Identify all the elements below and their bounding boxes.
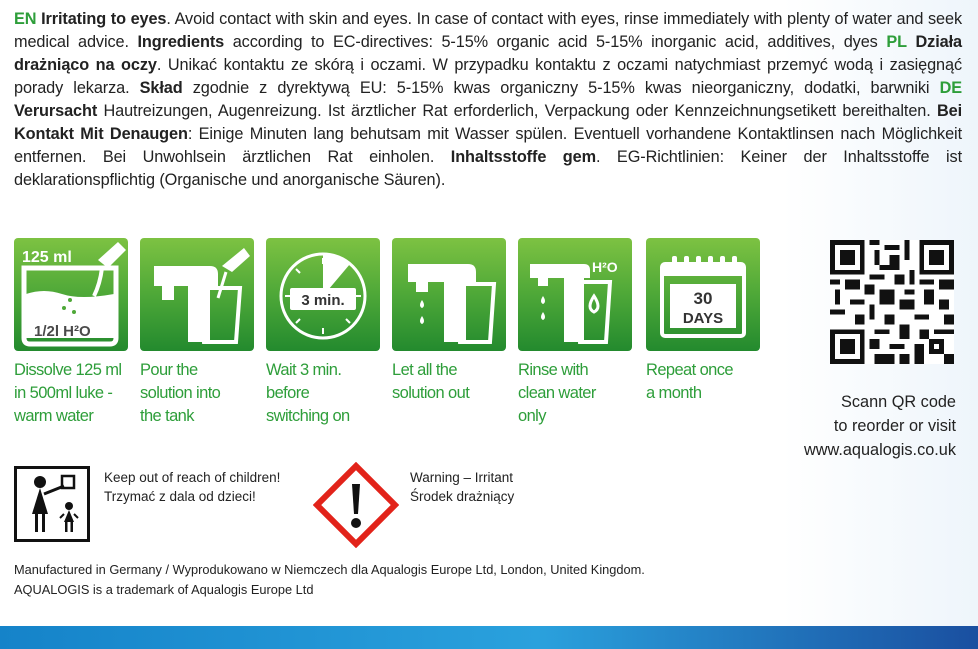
- step-pour: [140, 238, 254, 428]
- step-caption: [518, 359, 632, 428]
- text-segment: . EG-Richtlinien: Keiner der Inhaltsstoffe ist deklarationspflichtig (Organische und anorganische Säuren).: [14, 148, 962, 189]
- text-segment: : Einige Minuten lang behutsam mit Wasser spülen. Eventuell vorhandene Kontaktlinsen nach Möglichkeit entfernen. Bei Unwohlsein ärztlichen Rat einholen.: [14, 125, 962, 166]
- caption-line: before: [266, 384, 310, 402]
- text-segment: . Avoid contact with skin and eyes. In case of contact with eyes, rinse immediately with plenty of water and seek medical advice.: [14, 10, 962, 51]
- caption-line: solution out: [392, 384, 470, 402]
- caption-line: Let all the: [392, 361, 457, 379]
- let-solution-out-icon: [392, 238, 506, 351]
- caption-line: only: [518, 407, 546, 425]
- language-code: EN: [14, 10, 37, 28]
- caption-line: the tank: [140, 407, 194, 425]
- child-warning-text: [104, 468, 280, 506]
- step-caption: [392, 359, 506, 405]
- irritant-warning-line: Warning – Irritant: [410, 470, 514, 485]
- calendar-number: 30: [693, 289, 713, 308]
- caption-line: Wait 3 min.: [266, 361, 342, 379]
- caption-line: warm water: [14, 407, 94, 425]
- jug-water-label: 1/2l H²O: [34, 323, 91, 340]
- timer-icon: [266, 238, 380, 351]
- bold-phrase: Inhaltsstoffe gem: [450, 148, 596, 166]
- step-caption: [266, 359, 380, 428]
- warning-paragraph: [14, 8, 962, 192]
- language-code: DE: [939, 79, 962, 97]
- step-caption: [646, 359, 760, 405]
- text-segment: [907, 33, 916, 51]
- step-rinse: [518, 238, 632, 428]
- text-segment: . Unikać kontaktu ze skórą i oczami. W przypadku kontaktu z oczami natychmiast przemyć wodą i zasięgnąć porady lekarza.: [14, 56, 962, 97]
- trademark-line: AQUALOGIS is a trademark of Aqualogis Europe Ltd: [14, 582, 314, 597]
- bold-phrase: Działa drażniąco na oczy: [14, 33, 962, 74]
- bold-phrase: Irritating to eyes: [41, 10, 167, 28]
- irritant-warning-line: Środek drażniący: [410, 489, 515, 504]
- step-dissolve: [14, 238, 128, 428]
- language-code: PL: [886, 33, 907, 51]
- manufacturer-line: Manufactured in Germany / Wyprodukowano w Niemczech dla Aqualogis Europe Ltd, London, United Kingdom.: [14, 562, 645, 577]
- bold-phrase: Bei Kontakt Mit Denaugen: [14, 102, 962, 143]
- ghs-irritant-icon: [313, 462, 399, 548]
- caption-line: a month: [646, 384, 702, 402]
- caption-line: Rinse with: [518, 361, 589, 379]
- caption-line: Pour the: [140, 361, 198, 379]
- bold-phrase: Skład: [139, 79, 183, 97]
- text-segment: zgodnie z dyrektywą EU: 5-15% kwas organiczny 5-15% kwas nieorganiczny, dodatki, barwniki: [182, 79, 940, 97]
- bottom-color-bar: [0, 626, 978, 649]
- caption-line: clean water: [518, 384, 596, 402]
- jug-volume-label: 125 ml: [22, 249, 72, 266]
- bold-phrase: Ingredients: [137, 33, 225, 51]
- caption-line: Dissolve 125 ml: [14, 361, 122, 379]
- bold-phrase: Verursacht: [14, 102, 98, 120]
- timer-label: 3 min.: [301, 292, 345, 309]
- caption-line: in 500ml luke -: [14, 384, 113, 402]
- measuring-jug-icon: [14, 238, 128, 351]
- qr-text-line: Scann QR code: [841, 393, 956, 411]
- child-warning-line: Trzymać z dala od dzieci!: [104, 489, 256, 504]
- qr-code-icon[interactable]: [830, 240, 954, 364]
- water-label: H²O: [592, 259, 618, 275]
- instruction-steps: [14, 238, 774, 438]
- website-link[interactable]: www.aqualogis.co.uk: [803, 441, 956, 459]
- calendar-days: DAYS: [682, 310, 724, 327]
- text-segment: according to EC-directives: 5-15% organic acid 5-15% inorganic acid, additives, dyes: [224, 33, 887, 51]
- child-warning-line: Keep out of reach of children!: [104, 470, 281, 485]
- irritant-warning-text: [410, 468, 514, 506]
- rinse-water-icon: [518, 238, 632, 351]
- text-segment: Hautreizungen, Augenreizung. Ist ärztlicher Rat erforderlich, Verpackung oder Kennzeichnungsetikett bereithalten.: [97, 102, 937, 120]
- step-caption: [14, 359, 128, 428]
- calendar-icon: [646, 238, 760, 351]
- step-repeat: [646, 238, 760, 405]
- qr-reorder-text: [780, 390, 956, 462]
- qr-text-line: to reorder or visit: [833, 417, 956, 435]
- caption-line: switching on: [266, 407, 350, 425]
- pour-into-tank-icon: [140, 238, 254, 351]
- step-let-out: [392, 238, 506, 405]
- keep-away-from-children-icon: [14, 466, 90, 542]
- step-wait: [266, 238, 380, 428]
- manufacturer-footer: [14, 560, 645, 600]
- caption-line: Repeat once: [646, 361, 733, 379]
- caption-line: solution into: [140, 384, 221, 402]
- step-caption: [140, 359, 254, 428]
